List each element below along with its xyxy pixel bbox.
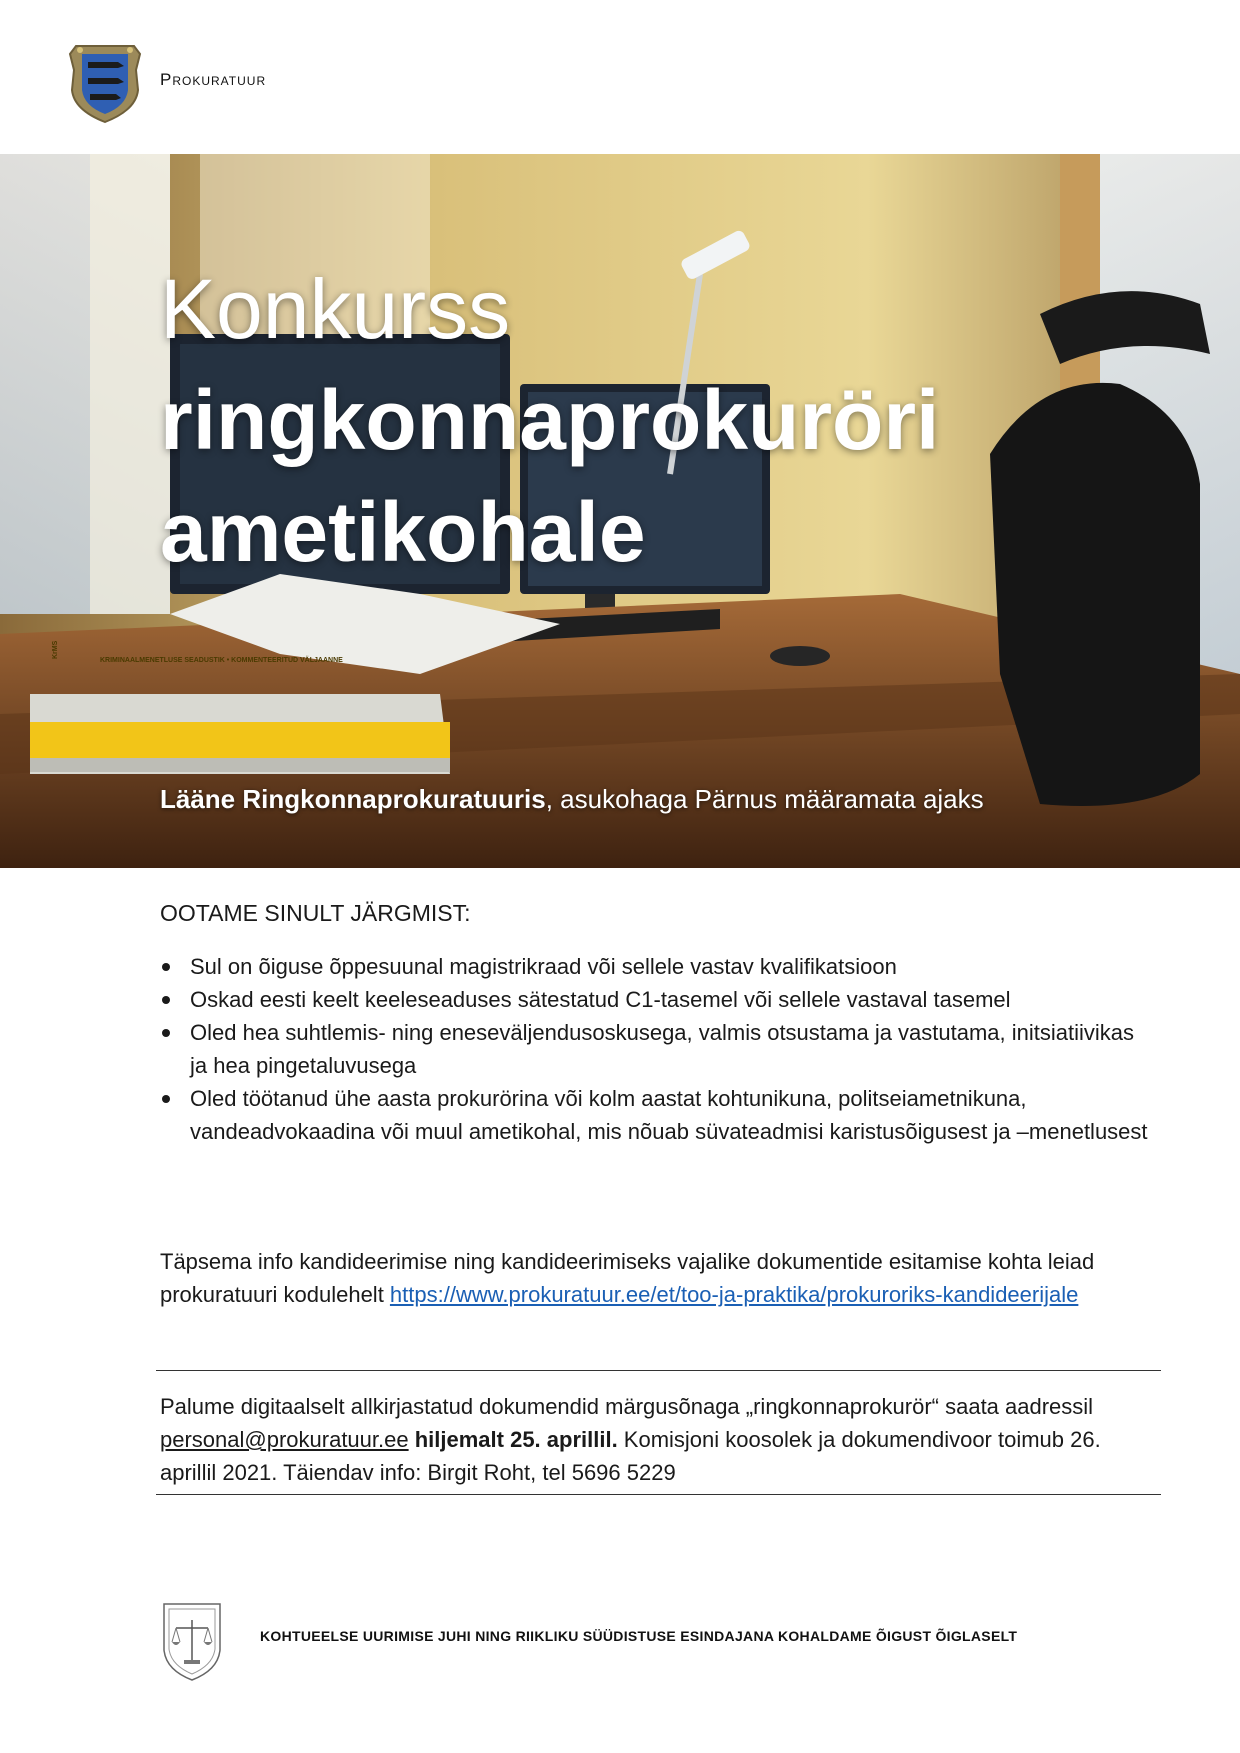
title-line-3: ametikohale xyxy=(160,485,646,579)
footer-motto: KOHTUEELSE UURIMISE JUHI NING RIIKLIKU SÜÜDISTUSE ESINDAJANA KOHALDAME ÕIGUST ÕIGLASELT xyxy=(260,1628,1018,1644)
subtitle-details: , asukohaga Pärnus määramata ajaks xyxy=(545,784,984,814)
organization-name: Prokuratuur xyxy=(160,70,267,89)
apply-details: Komisjoni koosolek ja dokumendivoor toimub 26. aprillil 2021. Täiendav info: Birgit Roht, tel 5696 5229 xyxy=(160,1427,1101,1485)
list-item: Oled töötanud ühe aasta prokurörina või kolm aastat kohtunikuna, politseiametnikuna, vandeadvokaadina või muul ametikohal, mis nõuab süvateadmisi karistusõigusest ja –menetlusest xyxy=(160,1082,1150,1148)
divider xyxy=(156,1494,1161,1495)
subtitle-location: Lääne Ringkonnaprokuratuuris xyxy=(160,784,546,814)
apply-text: Palume digitaalselt allkirjastatud dokumendid märgusõnaga „ringkonnaprokurör“ saata aadressil xyxy=(160,1394,1094,1419)
email-link[interactable]: personal@prokuratuur.ee xyxy=(160,1427,409,1452)
scales-seal-icon xyxy=(160,1598,224,1682)
requirements-heading: OOTAME SINULT JÄRGMIST: xyxy=(160,900,471,926)
deadline: hiljemalt 25. aprillil. xyxy=(408,1427,618,1452)
book-side-label: KrMS xyxy=(52,640,59,659)
hero-banner xyxy=(0,154,1240,868)
page-header xyxy=(0,0,1240,154)
info-text: Täpsema info kandideerimise ning kandideerimiseks vajalike dokumentide esitamise kohta leiad prokuratuuri kodulehelt xyxy=(160,1249,1095,1307)
list-item: Oskad eesti keelt keeleseaduses sätestatud C1-tasemel või sellele vastaval tasemel xyxy=(160,983,1150,1016)
title-line-1: Konkurss xyxy=(160,262,511,356)
title-line-2: ringkonnaprokuröri xyxy=(160,373,940,467)
requirements-list xyxy=(160,950,1150,1148)
info-paragraph xyxy=(160,1245,1150,1311)
website-link[interactable]: https://www.prokuratuur.ee/et/too-ja-praktika/prokuroriks-kandideerijale xyxy=(389,1282,1079,1307)
list-item: Sul on õiguse õppesuunal magistrikraad või sellele vastav kvalifikatsioon xyxy=(160,950,1150,983)
list-item: Oled hea suhtlemis- ning eneseväljendusoskusega, valmis otsustama ja vastutama, initsiatiivikas ja hea pingetaluvusega xyxy=(160,1016,1150,1082)
divider xyxy=(156,1370,1161,1371)
hero-subtitle xyxy=(160,784,984,815)
application-paragraph xyxy=(160,1390,1150,1489)
coat-of-arms-icon xyxy=(66,40,144,124)
page-title xyxy=(160,254,939,588)
book-spine-label: KRIMINAALMENETLUSE SEADUSTIK • KOMMENTEERITUD VÄLJAANNE xyxy=(100,657,343,664)
